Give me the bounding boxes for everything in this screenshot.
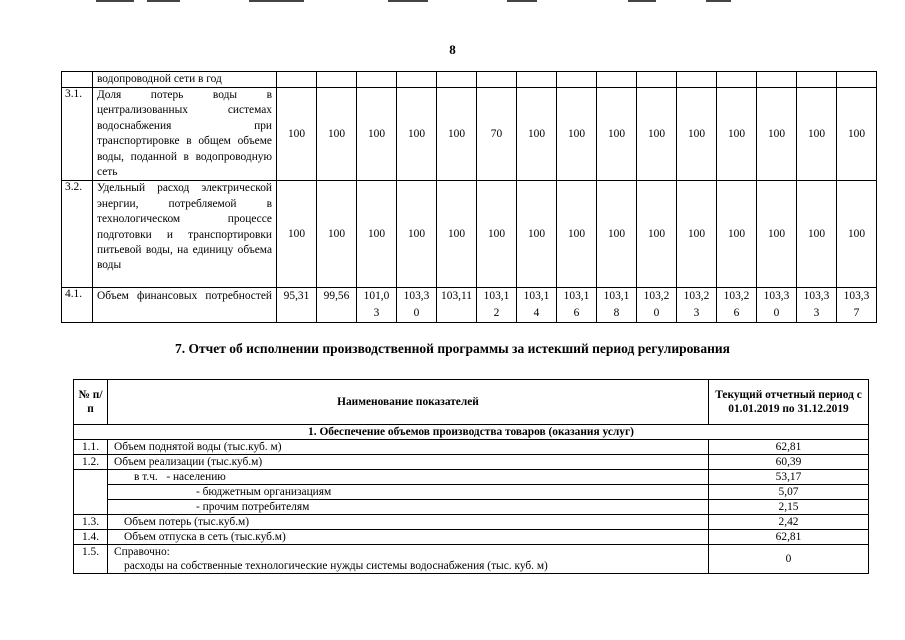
row-name: Удельный расход электрической энергии, потребляемой в технологическом процессе подготовки и транспортировки питьевой воды, на единицу объема воды	[93, 181, 277, 288]
row-value: 100	[677, 88, 717, 181]
row-num: 1.5.	[74, 545, 108, 574]
col-name-header: Наименование показателей	[108, 380, 709, 425]
row-name: - прочим потребителям	[108, 500, 709, 515]
table-row	[62, 288, 877, 323]
row-value	[597, 72, 637, 88]
row-value: 101,03	[357, 288, 397, 323]
row-value: 62,81	[709, 530, 869, 545]
row-value: 62,81	[709, 440, 869, 455]
row-value: 103,11	[437, 288, 477, 323]
row-name-line2: расходы на собственные технологические нужды системы водоснабжения (тыс. куб. м)	[124, 560, 548, 572]
row-value: 103,20	[637, 288, 677, 323]
row-value: 100	[797, 88, 837, 181]
row-value: 0	[709, 545, 869, 574]
row-value: 100	[837, 88, 877, 181]
row-value	[397, 72, 437, 88]
row-value	[437, 72, 477, 88]
table-row	[74, 455, 869, 470]
row-num: 3.2.	[62, 181, 93, 288]
row-value	[717, 72, 757, 88]
row-value	[357, 72, 397, 88]
row-value	[797, 72, 837, 88]
row-name	[108, 545, 709, 574]
row-value: 103,18	[597, 288, 637, 323]
row-value	[477, 72, 517, 88]
row-value: 100	[517, 181, 557, 288]
row-value: 100	[717, 181, 757, 288]
table-row	[74, 500, 869, 515]
row-value: 60,39	[709, 455, 869, 470]
row-value: 99,56	[317, 288, 357, 323]
row-name: в т.ч. - населению	[108, 470, 709, 485]
row-value: 100	[437, 181, 477, 288]
scan-line	[507, 0, 537, 2]
row-value: 100	[597, 181, 637, 288]
row-value: 95,31	[277, 288, 317, 323]
scan-line	[628, 0, 656, 2]
row-num: 1.4.	[74, 530, 108, 545]
row-value	[757, 72, 797, 88]
row-num: 4.1.	[62, 288, 93, 323]
row-value: 100	[837, 181, 877, 288]
row-value: 100	[317, 88, 357, 181]
row-name: Объем реализации (тыс.куб.м)	[108, 455, 709, 470]
row-name: Объем потерь (тыс.куб.м)	[108, 515, 709, 530]
row-value	[517, 72, 557, 88]
col-num-header: № п/п	[74, 380, 108, 425]
scan-line	[249, 0, 304, 2]
row-value	[317, 72, 357, 88]
row-value: 100	[597, 88, 637, 181]
row-value: 100	[757, 88, 797, 181]
row-num: 3.1.	[62, 88, 93, 181]
row-num	[74, 470, 108, 515]
row-value: 103,26	[717, 288, 757, 323]
row-value: 103,33	[797, 288, 837, 323]
scan-line	[388, 0, 428, 2]
row-name-line1: Справочно:	[114, 546, 170, 558]
row-value: 5,07	[709, 485, 869, 500]
row-value: 100	[717, 88, 757, 181]
row-value: 2,42	[709, 515, 869, 530]
row-name: Объем поднятой воды (тыс.куб. м)	[108, 440, 709, 455]
row-value: 100	[397, 181, 437, 288]
row-value: 103,30	[397, 288, 437, 323]
row-value: 100	[637, 88, 677, 181]
table-header-row	[74, 380, 869, 425]
table-row	[62, 88, 877, 181]
section-title: 7. Отчет об исполнении производственной программы за истекший период регулирования	[175, 341, 730, 356]
scan-line	[147, 0, 180, 2]
table-row	[62, 181, 877, 288]
scan-line	[706, 0, 731, 2]
row-value: 103,14	[517, 288, 557, 323]
row-value: 100	[557, 88, 597, 181]
table-row	[74, 470, 869, 485]
row-value: 100	[677, 181, 717, 288]
scan-line	[96, 0, 134, 2]
page-number: 8	[449, 42, 456, 57]
indicators-table	[61, 71, 877, 323]
row-num: 1.3.	[74, 515, 108, 530]
row-name: Объем отпуска в сеть (тыс.куб.м)	[108, 530, 709, 545]
row-value: 103,30	[757, 288, 797, 323]
col-period-header: Текущий отчетный период с 01.01.2019 по 31.12.2019	[709, 380, 869, 425]
section-row	[74, 425, 869, 440]
row-value: 100	[757, 181, 797, 288]
report-table	[73, 379, 869, 574]
row-value: 103,37	[837, 288, 877, 323]
row-num	[62, 72, 93, 88]
row-value	[637, 72, 677, 88]
table-row	[62, 72, 877, 88]
row-name: Доля потерь воды в централизованных системах водоснабжения при транспортировке в общем объеме воды, поданной в водопроводную сеть	[93, 88, 277, 181]
row-value	[277, 72, 317, 88]
row-value: 100	[637, 181, 677, 288]
row-name: Объем финансовых потребностей	[93, 288, 277, 323]
row-name: водопроводной сети в год	[93, 72, 277, 88]
row-value: 100	[557, 181, 597, 288]
section-label: 1. Обеспечение объемов производства товаров (оказания услуг)	[74, 425, 869, 440]
row-name: - бюджетным организациям	[108, 485, 709, 500]
row-value: 100	[517, 88, 557, 181]
row-num: 1.1.	[74, 440, 108, 455]
row-value: 100	[357, 181, 397, 288]
row-value: 100	[797, 181, 837, 288]
row-value: 103,23	[677, 288, 717, 323]
row-num: 1.2.	[74, 455, 108, 470]
row-value	[837, 72, 877, 88]
table-row	[74, 515, 869, 530]
table-row	[74, 545, 869, 574]
table-row	[74, 530, 869, 545]
table-row	[74, 440, 869, 455]
row-value: 100	[317, 181, 357, 288]
table-row	[74, 485, 869, 500]
row-value: 103,12	[477, 288, 517, 323]
row-value: 100	[477, 181, 517, 288]
row-value	[677, 72, 717, 88]
row-value	[557, 72, 597, 88]
row-value: 53,17	[709, 470, 869, 485]
row-value: 100	[277, 181, 317, 288]
row-value: 100	[277, 88, 317, 181]
row-value: 103,16	[557, 288, 597, 323]
row-value: 2,15	[709, 500, 869, 515]
row-value: 70	[477, 88, 517, 181]
row-value: 100	[357, 88, 397, 181]
row-value: 100	[397, 88, 437, 181]
row-value: 100	[437, 88, 477, 181]
